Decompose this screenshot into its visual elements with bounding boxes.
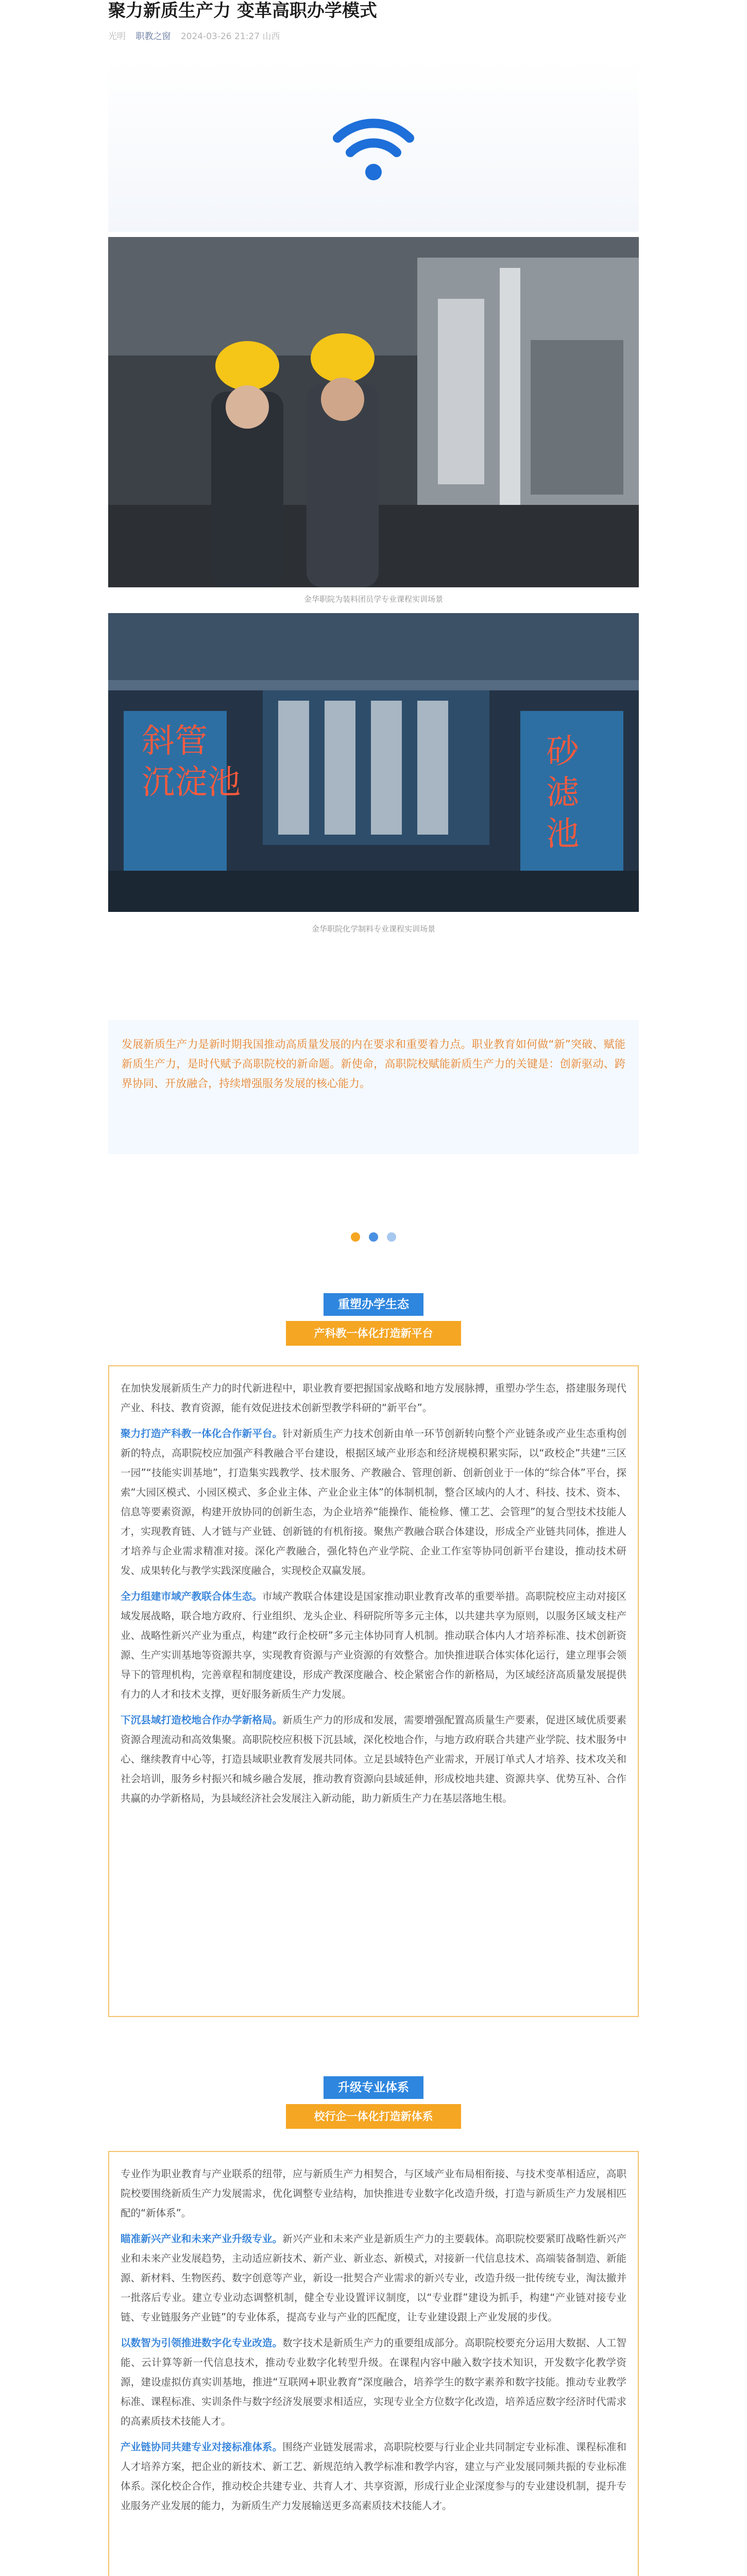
section2-paragraph: 瞄准新兴产业和未来产业升级专业。新兴产业和未来产业是新质生产力的主要载体。高职院校要紧盯战略性新兴产业和未来产业发展趋势，主动适应新技术、新产业、新业态、新模式，对接新一代信息技术、高端装备制造、新能源、新材料、生物医药、数字创意等产业，新设一批契合产业需求的新兴专业，改造升级一批传统专业，淘汰撤并一批落后专业。建立专业动态调整机制，健全专业设置评议制度，以“专业群”建设为抓手，构建“产业链对接专业链、专业链服务产业链”的专业体系，提高专业与产业的匹配度，让专业建设跟上产业发展的步伐。 — [121, 2233, 626, 2323]
svg-text:滤: 滤 — [546, 774, 579, 812]
dot-blue-icon — [369, 1232, 378, 1242]
wifi-logo-icon — [330, 107, 417, 184]
section1-paragraph: 在加快发展新质生产力的时代新进程中，职业教育要把握国家战略和地方发展脉搏，重塑办学生态，搭建服务现代产业、科技、教育资源，能有效促进技术创新型教学科研的“新平台”。 — [121, 1382, 626, 1414]
account-name-link[interactable]: 职教之窗 — [135, 31, 171, 42]
section1-paragraph: 下沉县域打造校地合作办学新格局。新质生产力的形成和发展，需要增强配置高质量生产要素，促进区域优质要素资源合理流动和高效集聚。高职院校应积极下沉县域，深化校地合作，与地方政府联合共建产业学院、技术服务中心、继续教育中心等，打造县域职业教育发展共同体。立足县域特色产业需求，开展订单式人才培养、技术攻关和社会培训，服务乡村振兴和城乡融合发展，推动教育资源向县域延伸，形成校地共建、资源共享、优势互补、合作共赢的办学新格局，为县域经济社会发展注入新动能，助力新质生产力在基层落地生根。 — [121, 1714, 626, 1804]
section1-header — [0, 1288, 747, 1360]
publish-time: 2024-03-26 21:27 — [180, 31, 260, 42]
svg-text:沉淀池: 沉淀池 — [142, 764, 241, 802]
divider-dots — [0, 1232, 747, 1244]
photo-lab-training — [108, 237, 639, 587]
svg-text:池: 池 — [546, 815, 579, 853]
article-author: 光明 — [108, 31, 126, 42]
dot-lightblue-icon — [387, 1232, 396, 1242]
article-meta — [108, 29, 639, 42]
dot-orange-icon — [351, 1232, 360, 1242]
section2-subtitle: 校行企一体化打造新体系 — [286, 2104, 461, 2129]
photo-sedimentation-tank — [108, 613, 639, 912]
svg-text:砂: 砂 — [546, 733, 579, 771]
section1-subtitle: 产科教一体化打造新平台 — [286, 1321, 461, 1346]
section2-paragraph: 专业作为职业教育与产业联系的纽带，应与新质生产力相契合，与区域产业布局相衔接、与技术变革相适应，高职院校要围绕新质生产力发展需求，优化调整专业结构，加快推进专业数字化改造升级，打造与新质生产力发展相匹配的“新体系”。 — [121, 2168, 626, 2219]
article-intro: 发展新质生产力是新时期我国推动高质量发展的内在要求和重要着力点。职业教育如何做“新”突破、赋能新质生产力，是时代赋予高职院校的新命题。新使命，高职院校赋能新质生产力的关键是：创新驱动、跨界协同、开放融合，持续增强服务发展的核心能力。 — [108, 1020, 639, 1154]
section1-tag: 重塑办学生态 — [324, 1293, 423, 1316]
section2-content — [108, 2151, 639, 2576]
section1-paragraph: 全力组建市域产教联合体生态。市域产教联合体建设是国家推动职业教育改革的重要举措。高职院校应主动对接区域发展战略，联合地方政府、行业组织、龙头企业、科研院所等多元主体，以共建共享为原则，以服务区域支柱产业、战略性新兴产业为重点，构建“政行企校研”多元主体协同育人机制。推动联合体内人才培养标准、技术创新资源、生产实训基地等资源共享，实现教育资源与产业资源的有效整合。加快推进联合体实体化运行，建立理事会领导下的管理机构，完善章程和制度建设，形成产教深度融合、校企紧密合作的新格局，为区域经济高质量发展提供有力的人才和技术支撑，更好服务新质生产力发展。 — [121, 1590, 626, 1700]
section2-paragraph: 产业链协同共建专业对接标准体系。围绕产业链发展需求，高职院校要与行业企业共同制定专业标准、课程标准和人才培养方案，把企业的新技术、新工艺、新规范纳入教学标准和教学内容，建立与产业发展同频共振的专业标准体系。深化校企合作，推动校企共建专业、共育人才、共享资源，形成行业企业深度参与的专业建设机制，提升专业服务产业发展的能力，为新质生产力发展输送更多高素质技术技能人才。 — [121, 2441, 626, 2512]
photo1-caption: 金华职院为装料团员学专业课程实训场景 — [303, 595, 443, 604]
section1-content — [108, 1365, 639, 2017]
article-header — [108, 0, 639, 52]
section2-header — [0, 2071, 747, 2143]
header-image — [108, 59, 639, 232]
svg-text:斜管: 斜管 — [142, 722, 208, 760]
article-title: 聚力新质生产力 变革高职办学模式 — [108, 1, 377, 21]
section1-paragraph: 聚力打造产科教一体化合作新平台。针对新质生产力技术创新由单一环节创新转向整个产业链条或产业生态重构创新的特点，高职院校应加强产科教融合平台建设，根据区域产业形态和经济规模积累实际，以“政校企”共建“三区一园”“技能实训基地”，打造集实践教学、技术服务、产教融合、管理创新、创新创业于一体的“综合体”平台，探索“大园区模式、小园区模式、多企业主体、产业企业主体”的体制机制，整合区域内的人才、科技、技术、资本、信息等要素资源，构建开放协同的创新生态，为企业培养“能操作、能检修、懂工艺、会管理”的复合型技术技能人才，实现教育链、人才链与产业链、创新链的有机衔接。聚焦产教融合联合体建设，形成全产业链共同体，推进人才培养与企业需求精准对接。深化产教融合，强化特色产业学院、企业工作室等协同创新平台建设，推动技术研发、成果转化与教学实践深度融合，实现校企双赢发展。 — [121, 1428, 626, 1577]
section2-paragraph: 以数智为引领推进数字化专业改造。数字技术是新质生产力的重要组成部分。高职院校要充分运用大数据、人工智能、云计算等新一代信息技术，推动专业数字化转型升级。在课程内容中融入数字技术知识，开发数字化教学资源，建设虚拟仿真实训基地，推进“互联网+职业教育”深度融合，培养学生的数字素养和数字技能。推动专业教学标准、课程标准、实训条件与数字经济发展要求相适应，实现专业全方位数字化改造，培养适应数字经济时代需求的高素质技术技能人才。 — [121, 2337, 626, 2427]
publish-location: 山西 — [262, 31, 280, 42]
section2-tag: 升级专业体系 — [324, 2076, 423, 2099]
photo2-caption: 金华职院化学制料专业课程实训场景 — [311, 924, 435, 934]
